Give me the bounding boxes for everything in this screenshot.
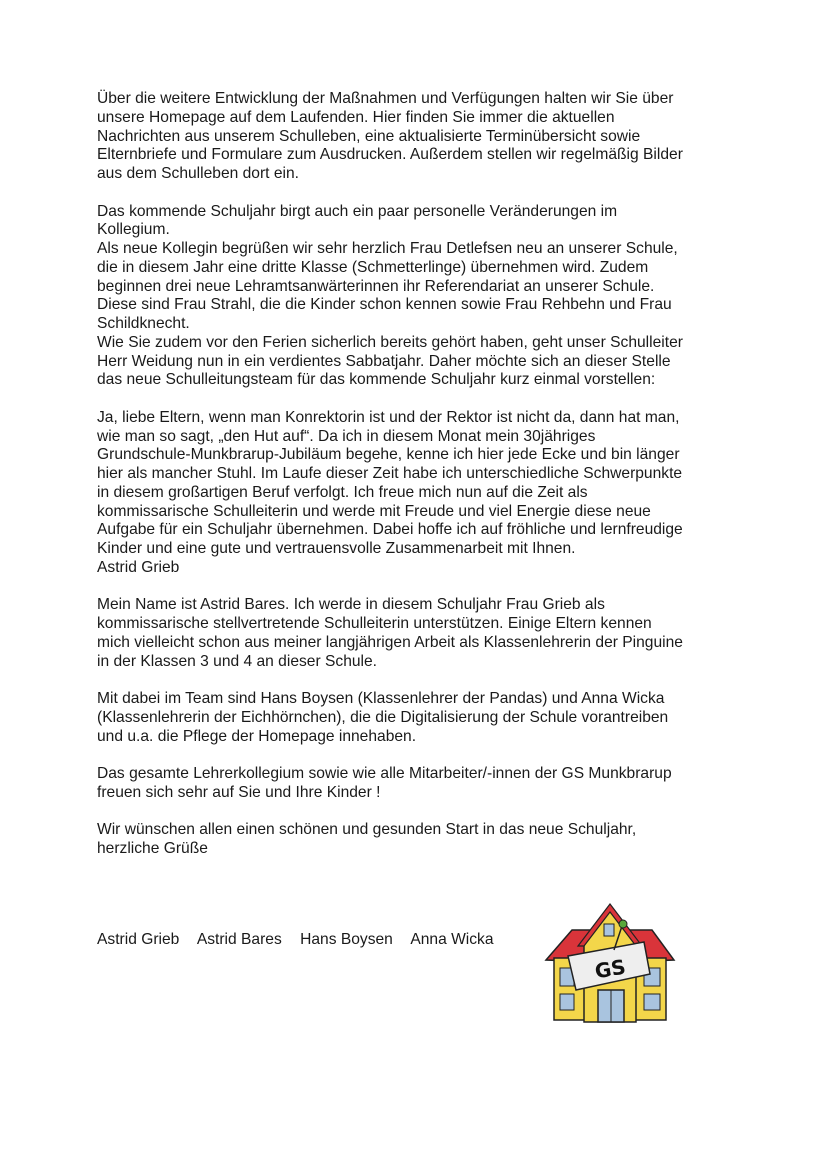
paragraph [97, 596, 737, 671]
text-line: Nachrichten aus unserem Schulleben, eine aktualisierte Terminübersicht sowie [97, 127, 641, 145]
paragraph-spacer [97, 578, 737, 597]
text-line: Kollegium. [97, 221, 170, 239]
paragraph [97, 765, 737, 803]
paragraph-spacer [97, 390, 737, 409]
text-line: wie man so sagt, „den Hut auf“. Da ich in diesem Monat mein 30jähriges [97, 427, 596, 445]
paragraph-spacer [97, 671, 737, 690]
text-line: hier als mancher Stuhl. Im Laufe dieser Zeit habe ich unterschiedliche Schwerpunkte [97, 465, 683, 482]
text-line: Wir wünschen allen einen schönen und gesunden Start in das neue Schuljahr, [97, 821, 637, 839]
paragraph [97, 409, 737, 578]
paragraph [97, 90, 737, 184]
text-line: Wie Sie zudem vor den Ferien sicherlich bereits gehört haben, geht unser Schulleiter [97, 333, 683, 351]
text-line: Über die weitere Entwicklung der Maßnahmen und Verfügungen halten wir Sie über [97, 90, 674, 107]
sign-text: GS [592, 954, 628, 984]
text-line: kommissarische Schulleiterin und werde mit Freude und viel Energie diese neue [97, 502, 651, 520]
signature-astrid-grieb: Astrid Grieb [97, 931, 180, 948]
text-line: Elternbriefe und Formulare zum Ausdrucken. Außerdem stellen wir regelmäßig Bilder [97, 146, 683, 164]
text-line: aus dem Schulleben dort ein. [97, 165, 299, 182]
text-line: (Klassenlehrerin der Eichhörnchen), die die Digitalisierung der Schule vorantreiben [97, 708, 669, 726]
text-line: Aufgabe für ein Schuljahr übernehmen. Dabei hoffe ich auf fröhliche und lernfreudige [97, 521, 683, 539]
text-line: Astrid Grieb [97, 558, 180, 576]
text-line: herzliche Grüße [97, 840, 208, 857]
text-line: in diesem großartigen Beruf verfolgt. Ich freue mich nun auf die Zeit als [97, 483, 588, 501]
text-line: unsere Homepage auf dem Laufenden. Hier finden Sie immer die aktuellen [97, 108, 615, 126]
text-line: Schildknecht. [97, 315, 190, 332]
paragraph-spacer [97, 746, 737, 765]
text-line: Mein Name ist Astrid Bares. Ich werde in diesem Schuljahr Frau Grieb als [97, 596, 605, 614]
text-line: Das gesamte Lehrerkollegium sowie wie alle Mitarbeiter/-innen der GS Munkbrarup [97, 765, 672, 782]
text-line: Mit dabei im Team sind Hans Boysen (Klassenlehrer der Pandas) und Anna Wicka [97, 690, 665, 707]
text-line: die in diesem Jahr eine dritte Klasse (Schmetterlinge) übernehmen wird. Zudem [97, 258, 649, 276]
paragraph-spacer [97, 803, 737, 822]
text-line: Grundschule-Munkbrarup-Jubiläum begehe, kenne ich hier jede Ecke und bin länger [97, 446, 680, 464]
text-line: freuen sich sehr auf Sie und Ihre Kinder ! [97, 783, 381, 801]
text-line: in der Klassen 3 und 4 an dieser Schule. [97, 652, 378, 670]
signatures [97, 931, 508, 949]
paragraph [97, 690, 737, 746]
text-line: Das kommende Schuljahr birgt auch ein paar personelle Veränderungen im [97, 202, 618, 220]
school-building-icon [540, 900, 680, 1025]
paragraph [97, 821, 737, 859]
text-line: das neue Schulleitungsteam für das kommende Schuljahr kurz einmal vorstellen: [97, 371, 656, 389]
signature-astrid-bares: Astrid Bares [196, 931, 282, 948]
text-line: Diese sind Frau Strahl, die die Kinder schon kennen sowie Frau Rehbehn und Frau [97, 296, 672, 314]
text-line: mich vielleicht schon aus meiner langjährigen Arbeit als Klassenlehrerin der Pinguine [97, 633, 683, 651]
signature-anna-wicka: Anna Wicka [410, 931, 494, 948]
paragraph-spacer [97, 184, 737, 203]
text-line: kommissarische stellvertretende Schulleiterin unterstützen. Einige Eltern kennen [97, 615, 652, 632]
text-line: Ja, liebe Eltern, wenn man Konrektorin ist und der Rektor ist nicht da, dann hat man, [97, 408, 680, 426]
text-line: beginnen drei neue Lehramtsanwärterinnen ihr Referendariat an unserer Schule. [97, 277, 655, 295]
text-line: Als neue Kollegin begrüßen wir sehr herzlich Frau Detlefsen neu an unserer Schule, [97, 240, 678, 257]
paragraph [97, 203, 737, 391]
letter-body [97, 90, 737, 859]
text-line: Kinder und eine gute und vertrauensvolle Zusammenarbeit mit Ihnen. [97, 540, 576, 557]
signature-hans-boysen: Hans Boysen [300, 931, 393, 948]
text-line: und u.a. die Pflege der Homepage innehaben. [97, 727, 417, 745]
text-line: Herr Weidung nun in ein verdientes Sabbatjahr. Daher möchte sich an dieser Stelle [97, 352, 671, 370]
